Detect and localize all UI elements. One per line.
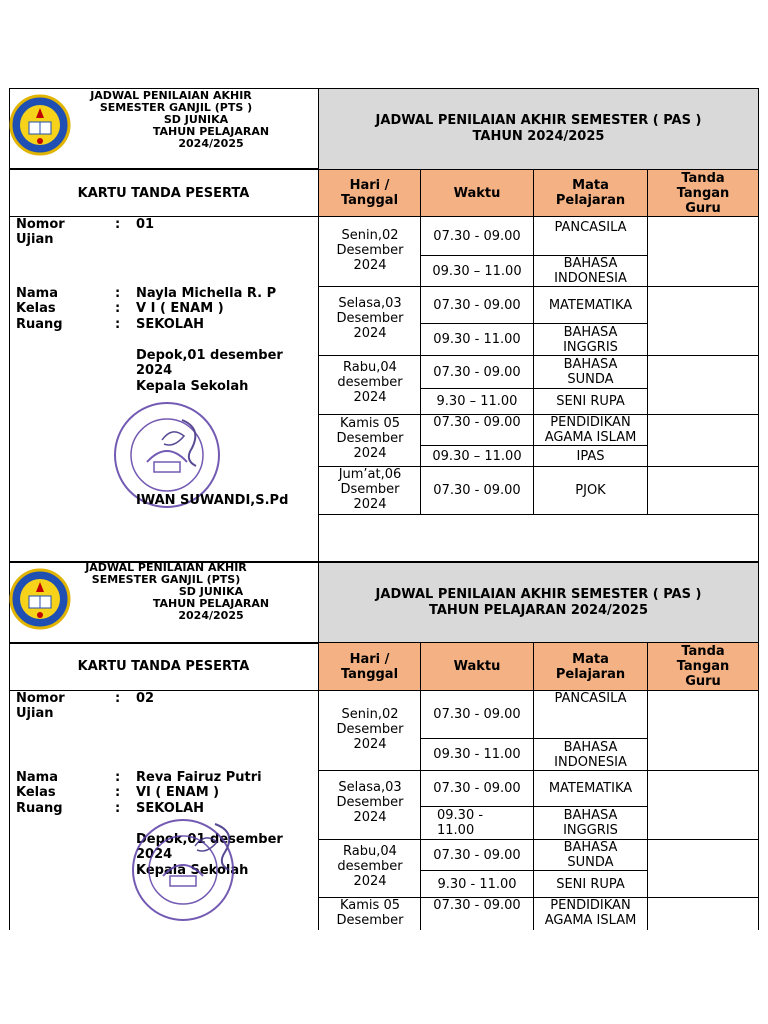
ruang-sep: : xyxy=(115,317,121,332)
nama-sep: : xyxy=(115,770,121,785)
kartu-label: KARTU TANDA PESERTA xyxy=(77,658,250,674)
time-cell: 07.30 - 09.00 xyxy=(433,847,521,863)
school-header-line4: TAHUN PELAJARAN xyxy=(152,597,270,610)
nomor-ujian-sep: : xyxy=(115,691,121,706)
school-header-line2: SEMESTER GANJIL (PTS) xyxy=(91,573,241,586)
time-cell: 07.30 - 09.00 xyxy=(433,898,521,913)
school-header-line2: SEMESTER GANJIL (PTS ) xyxy=(99,101,253,114)
subject-cell: IPAS xyxy=(576,448,605,464)
time-cell: 07.30 - 09.00 xyxy=(433,415,521,430)
exam-card-2 xyxy=(9,562,759,930)
nama-value: Reva Fairuz Putri xyxy=(136,770,262,785)
time-cell: 09.30 – 11.00 xyxy=(432,448,522,464)
kelas-label: Kelas xyxy=(16,785,56,800)
kartu-label: KARTU TANDA PESERTA xyxy=(77,185,250,201)
nomor-ujian-value: 01 xyxy=(136,217,155,232)
exam-title xyxy=(319,89,758,169)
subject-cell: PANCASILA xyxy=(554,691,627,706)
subject-cell: PANCASILA xyxy=(554,220,627,235)
col-hari-tanggal: Hari / Tanggal xyxy=(319,170,420,216)
school-header xyxy=(71,90,311,152)
time-cell: 09.30 – 11.00 xyxy=(432,263,522,279)
col-tanda-tangan: Tanda Tangan Guru xyxy=(648,170,758,216)
principal-position: Kepala Sekolah xyxy=(136,863,249,878)
time-cell: 09.30 - 11.00 xyxy=(433,747,521,762)
nama-label: Nama xyxy=(16,770,58,785)
col-mata-pelajaran: Mata Pelajaran xyxy=(534,643,647,690)
subject-cell: SENI RUPA xyxy=(556,876,625,892)
time-cell: 07.30 - 09.00 xyxy=(433,297,521,313)
time-cell: 07.30 - 09.00 xyxy=(433,781,521,796)
school-header-line5: 2024/2025 xyxy=(178,137,244,150)
day-cell: Kamis 05 Desember xyxy=(336,898,404,928)
col-waktu: Waktu xyxy=(421,643,533,690)
school-header-line1: JADWAL PENILAIAN AKHIR xyxy=(85,561,247,574)
school-header-line3: SD JUNIKA xyxy=(163,113,229,126)
day-cell: Senin,02 Desember 2024 xyxy=(336,228,404,273)
ruang-label: Ruang xyxy=(16,317,63,332)
subject-cell: BAHASA INDONESIA xyxy=(554,739,627,770)
nama-label: Nama xyxy=(16,286,58,301)
nomor-ujian-sep: : xyxy=(115,217,121,232)
col-tanda-tangan: Tanda Tangan Guru xyxy=(648,643,758,690)
subject-cell: BAHASA SUNDA xyxy=(563,357,618,387)
subject-cell: MATEMATIKA xyxy=(548,781,633,796)
exam-title-line1: JADWAL PENILAIAN AKHIR SEMESTER ( PAS ) xyxy=(375,586,702,602)
exam-title xyxy=(319,563,758,642)
time-cell: 09.30 - 11.00 xyxy=(437,808,484,838)
subject-cell: PENDIDIKAN AGAMA ISLAM xyxy=(544,415,637,445)
principal-position: Kepala Sekolah xyxy=(136,379,249,394)
subject-cell: BAHASA INGGRIS xyxy=(563,324,618,355)
school-header-line3: SD JUNIKA xyxy=(178,585,244,598)
subject-cell: BAHASA SUNDA xyxy=(563,840,618,870)
nomor-ujian-value: 02 xyxy=(136,691,155,706)
day-cell: Selasa,03 Desember 2024 xyxy=(336,780,404,825)
day-cell: Jum’at,06 Dsember 2024 xyxy=(338,467,402,512)
ruang-sep: : xyxy=(115,801,121,816)
time-cell: 09.30 - 11.00 xyxy=(433,332,521,347)
kelas-sep: : xyxy=(115,785,121,800)
kelas-sep: : xyxy=(115,301,121,316)
time-cell: 9.30 - 11.00 xyxy=(437,876,517,892)
school-header-line1: JADWAL PENILAIAN AKHIR xyxy=(90,89,252,102)
nomor-ujian-label: Nomor Ujian xyxy=(16,217,65,247)
exam-title-line2: TAHUN 2024/2025 xyxy=(472,129,605,144)
nama-value: Nayla Michella R. P xyxy=(136,286,277,301)
subject-cell: PJOK xyxy=(575,483,606,498)
exam-title-line2: TAHUN PELAJARAN 2024/2025 xyxy=(428,602,648,618)
subject-cell: MATEMATIKA xyxy=(548,297,633,313)
ruang-value: SEKOLAH xyxy=(136,801,205,816)
day-cell: Kamis 05 Desember 2024 xyxy=(336,416,404,461)
school-header-line4: TAHUN PELAJARAN xyxy=(152,125,270,138)
school-header xyxy=(71,562,311,624)
subject-cell: PENDIDIKAN AGAMA ISLAM xyxy=(544,898,637,928)
principal-name: IWAN SUWANDI,S.Pd xyxy=(136,493,289,508)
place-date: Depok,01 desember 2024 xyxy=(136,832,283,862)
kelas-label: Kelas xyxy=(16,301,56,316)
day-cell: Senin,02 Desember 2024 xyxy=(336,707,404,752)
col-mata-pelajaran: Mata Pelajaran xyxy=(534,170,647,216)
col-hari-tanggal: Hari / Tanggal xyxy=(319,643,420,690)
ruang-label: Ruang xyxy=(16,801,63,816)
day-cell: Rabu,04 desember 2024 xyxy=(337,360,403,405)
exam-card-1 xyxy=(9,88,759,562)
time-cell: 9.30 – 11.00 xyxy=(436,394,518,409)
exam-title-line1: JADWAL PENILAIAN AKHIR SEMESTER ( PAS ) xyxy=(375,113,702,128)
nama-sep: : xyxy=(115,286,121,301)
subject-cell: BAHASA INDONESIA xyxy=(554,256,627,286)
time-cell: 07.30 - 09.00 xyxy=(433,364,521,380)
day-cell: Selasa,03 Desember 2024 xyxy=(336,296,404,341)
time-cell: 07.30 - 09.00 xyxy=(433,228,521,244)
subject-cell: SENI RUPA xyxy=(556,394,625,409)
school-stamp xyxy=(125,812,245,922)
school-header-line5: 2024/2025 xyxy=(178,609,244,622)
time-cell: 07.30 - 09.00 xyxy=(433,707,521,722)
nomor-ujian-label: Nomor Ujian xyxy=(16,691,65,721)
col-waktu: Waktu xyxy=(421,170,533,216)
day-cell: Rabu,04 desember 2024 xyxy=(337,844,403,889)
place-date: Depok,01 desember 2024 xyxy=(136,348,283,378)
kelas-value: VI ( ENAM ) xyxy=(136,785,220,800)
subject-cell: BAHASA INGGRIS xyxy=(563,808,618,838)
kelas-value: V I ( ENAM ) xyxy=(136,301,224,316)
ruang-value: SEKOLAH xyxy=(136,317,205,332)
time-cell: 07.30 - 09.00 xyxy=(433,483,521,498)
